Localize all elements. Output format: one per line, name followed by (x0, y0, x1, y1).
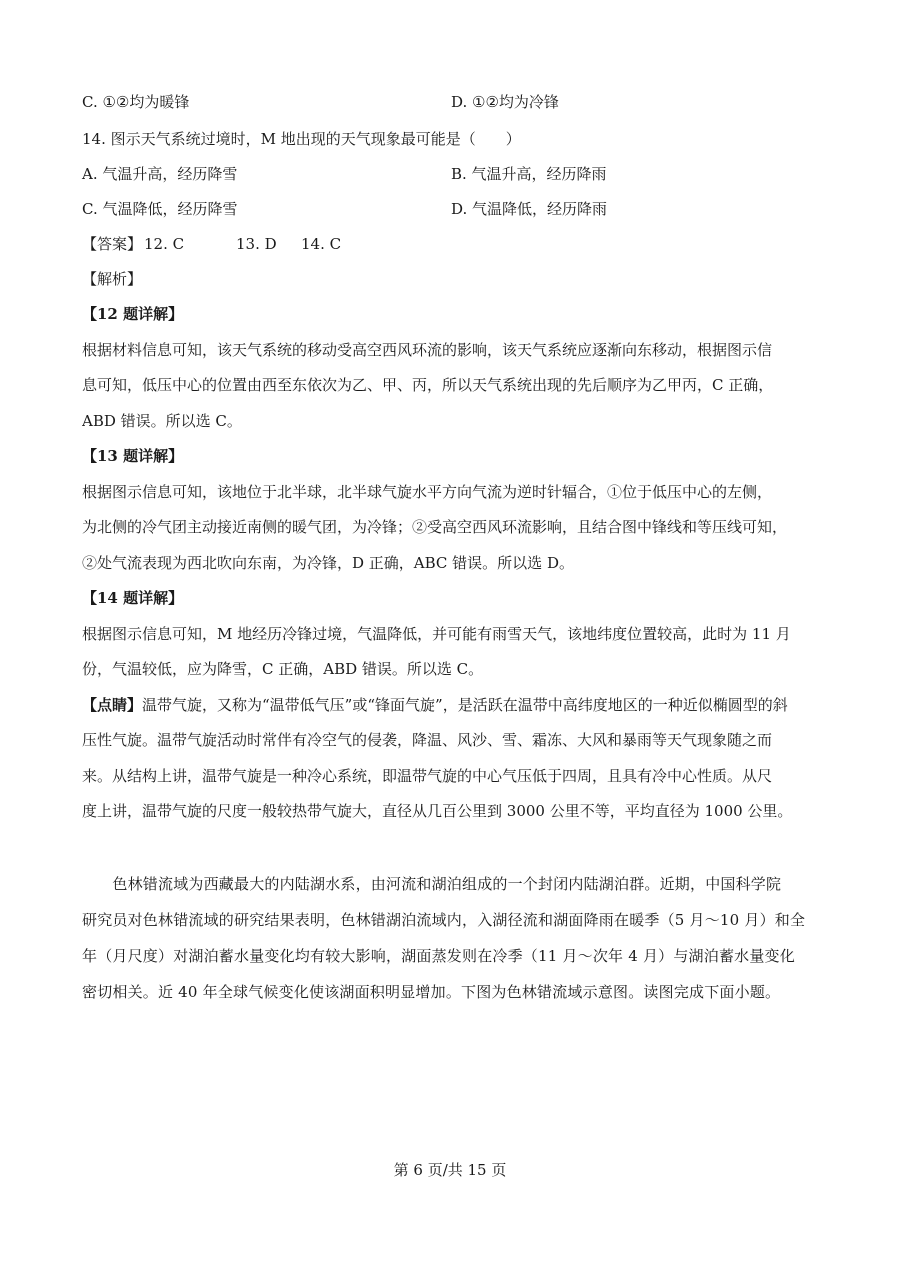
answer-label: 【答案】 (82, 235, 143, 253)
dianjing-first-text: 温带气旋，又称为“温带低气压”或“锋面气旋”，是活跃在温带中高纬度地区的一种近似椭圆型的斜 (142, 696, 788, 714)
detail-14-heading: 【14 题详解】 (82, 589, 184, 607)
answer-12: 12. C (144, 235, 185, 253)
detail-14-line: 份，气温较低，应为降雪，C 正确，ABD 错误。所以选 C。 (82, 660, 484, 678)
dianjing-first-line (82, 694, 822, 716)
dianjing-label: 【点睛】 (82, 696, 143, 714)
dianjing-line: 来。从结构上讲，温带气旋是一种冷心系统，即温带气旋的中心气压低于四周，且具有冷中心性质。从尺 (82, 767, 773, 785)
detail-13-line: 根据图示信息可知，该地位于北半球，北半球气旋水平方向气流为逆时针辐合，①位于低压中心的左侧， (82, 483, 773, 501)
q13-option-c: C. ①②均为暖锋 (82, 93, 190, 111)
q13-option-d: D. ①②均为冷锋 (451, 93, 559, 111)
detail-12-heading: 【12 题详解】 (82, 305, 184, 323)
q14-option-d: D. 气温降低，经历降雨 (451, 200, 608, 218)
material-line: 密切相关。近 40 年全球气候变化使该湖面积明显增加。下图为色林错流域示意图。读图完成下面小题。 (82, 983, 781, 1001)
dianjing-line: 压性气旋。温带气旋活动时常伴有冷空气的侵袭，降温、风沙、雪、霜冻、大风和暴雨等天气现象随之而 (82, 731, 773, 749)
detail-13-heading: 【13 题详解】 (82, 447, 184, 465)
detail-12-line: ABD 错误。所以选 C。 (82, 412, 242, 430)
detail-13-line: ②处气流表现为西北吹向东南，为冷锋，D 正确，ABC 错误。所以选 D。 (82, 554, 574, 572)
q14-option-b: B. 气温升高，经历降雨 (451, 165, 607, 183)
detail-13-line: 为北侧的冷气团主动接近南侧的暖气团，为冷锋；②受高空西风环流影响，且结合图中锋线和等压线可知， (82, 518, 788, 536)
q14-option-c: C. 气温降低，经历降雪 (82, 200, 238, 218)
detail-12-line: 息可知，低压中心的位置由西至东依次为乙、甲、丙，所以天气系统出现的先后顺序为乙甲丙，C 正确， (82, 376, 774, 394)
analysis-label: 【解析】 (82, 270, 143, 288)
dianjing-line: 度上讲，温带气旋的尺度一般较热带气旋大，直径从几百公里到 3000 公里不等，平均直径为 1000 公里。 (82, 802, 793, 820)
material-line: 研究员对色林错流域的研究结果表明，色林错湖泊流域内，入湖径流和湖面降雨在暖季（5 月～10 月）和全 (82, 911, 806, 929)
answer-14: 14. C (301, 235, 342, 253)
q14-option-a: A. 气温升高，经历降雪 (82, 165, 238, 183)
material-line: 色林错流域为西藏最大的内陆湖水系，由河流和湖泊组成的一个封闭内陆湖泊群。近期，中国科学院 (82, 875, 782, 893)
answer-13: 13. D (236, 235, 277, 253)
page-footer: 第 6 页/共 15 页 (393, 1161, 507, 1179)
detail-12-line: 根据材料信息可知，该天气系统的移动受高空西风环流的影响，该天气系统应逐渐向东移动，根据图示信 (82, 341, 773, 359)
detail-14-line: 根据图示信息可知，M 地经历冷锋过境，气温降低，并可能有雨雪天气，该地纬度位置较高，此时为 11 月 (82, 625, 791, 643)
material-line: 年（月尺度）对湖泊蓄水量变化均有较大影响，湖面蒸发则在冷季（11 月～次年 4 月）与湖泊蓄水量变化 (82, 947, 795, 965)
q14-stem: 14. 图示天气系统过境时，M 地出现的天气现象最可能是（ ） (82, 130, 521, 148)
